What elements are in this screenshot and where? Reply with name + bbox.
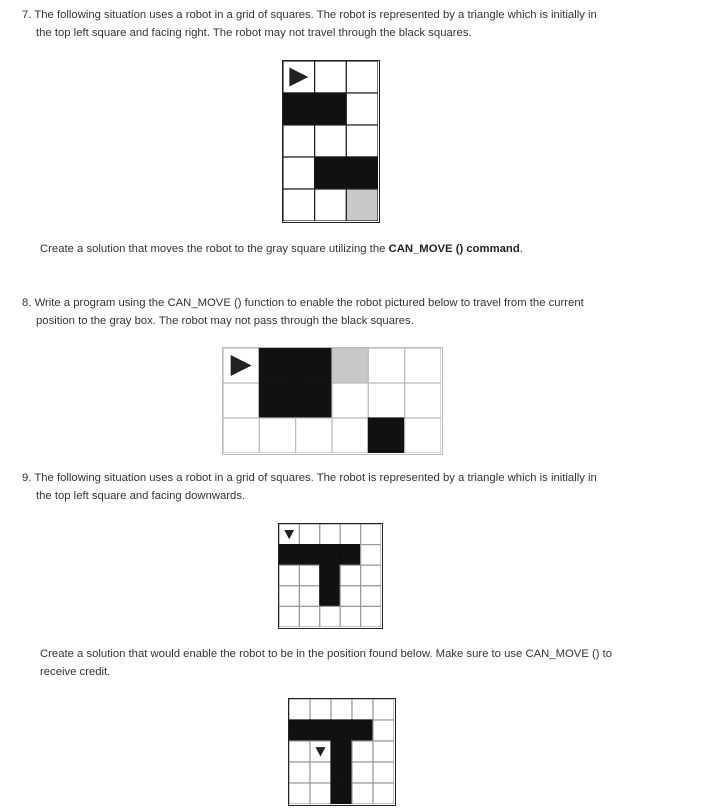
grid-cell-empty: [289, 741, 310, 762]
grid-cell-empty: [340, 524, 360, 545]
q7-grid: [282, 60, 380, 223]
question-8-line2: position to the gray box. The robot may not pass through the black squares.: [36, 315, 414, 327]
grid-cell-black: [299, 545, 319, 566]
grid-cell-empty: [405, 418, 441, 453]
grid-cell-black: [320, 545, 340, 566]
grid-cell-empty: [289, 762, 310, 783]
question-7-line1: 7. The following situation uses a robot in a grid of squares. The robot is represented by a triangle which is initially in: [22, 9, 597, 21]
grid-cell-black: [315, 157, 347, 189]
q9-target-grid: [288, 698, 396, 806]
grid-cell-empty: [315, 61, 347, 93]
grid-cell-empty: [259, 418, 295, 453]
grid-cell-empty: [283, 157, 315, 189]
question-7-number: 7.: [22, 9, 32, 21]
grid-cell-empty: [299, 606, 319, 627]
grid-cell-empty: [352, 741, 373, 762]
grid-cell-empty: [405, 383, 441, 418]
grid-cell-empty: [368, 383, 404, 418]
q7-grid-svg: [283, 61, 378, 221]
grid-cell-black: [310, 720, 331, 741]
grid-cell-black: [368, 418, 404, 453]
grid-cell-black: [296, 348, 332, 383]
grid-cell-empty: [373, 762, 394, 783]
grid-cell-black: [331, 720, 352, 741]
grid-cell-empty: [310, 699, 331, 720]
grid-cell-black: [340, 545, 360, 566]
question-8: [22, 294, 712, 330]
grid-cell-empty: [320, 606, 340, 627]
grid-cell-gray: [332, 348, 368, 383]
grid-cell-empty: [279, 586, 299, 607]
grid-cell-empty: [320, 524, 340, 545]
grid-cell-empty: [361, 545, 381, 566]
grid-cell-black: [289, 720, 310, 741]
grid-cell-black: [331, 783, 352, 804]
q9-start-grid: [278, 523, 383, 629]
grid-cell-empty: [289, 699, 310, 720]
grid-cell-empty: [223, 383, 259, 418]
grid-cell-gray: [346, 189, 378, 221]
question-7: [22, 6, 712, 42]
question-9-line2: the top left square and facing downwards.: [36, 490, 246, 502]
grid-cell-empty: [361, 606, 381, 627]
grid-cell-empty: [315, 189, 347, 221]
grid-cell-black: [320, 565, 340, 586]
grid-cell-empty: [352, 783, 373, 804]
q9-instruction: Create a solution that would enable the robot to be in the position found below. Make sure to use CAN_MOVE () to receive credit.: [40, 648, 613, 678]
grid-cell-empty: [279, 565, 299, 586]
grid-cell-empty: [223, 418, 259, 453]
grid-cell-empty: [331, 699, 352, 720]
grid-cell-empty: [283, 189, 315, 221]
question-9-line1: 9. The following situation uses a robot in a grid of squares. The robot is represented by a triangle which is initially in: [22, 472, 597, 484]
grid-cell-empty: [299, 565, 319, 586]
grid-cell-empty: [299, 586, 319, 607]
question-8-line1: 8. Write a program using the CAN_MOVE () function to enable the robot pictured below to travel from the current: [22, 297, 584, 309]
grid-cell-empty: [340, 606, 360, 627]
grid-cell-empty: [296, 418, 332, 453]
grid-cell-empty: [373, 783, 394, 804]
q8-grid-svg: [223, 348, 441, 453]
grid-cell-empty: [332, 383, 368, 418]
grid-cell-empty: [361, 586, 381, 607]
grid-cell-empty: [361, 565, 381, 586]
grid-cell-empty: [361, 524, 381, 545]
question-9: [22, 469, 712, 505]
q7-instruction: Create a solution that moves the robot to the gray square utilizing the CAN_MOVE () command.: [40, 243, 523, 255]
grid-cell-empty: [340, 586, 360, 607]
grid-cell-empty: [368, 348, 404, 383]
grid-cell-black: [346, 157, 378, 189]
grid-cell-black: [279, 545, 299, 566]
question-7-line2: the top left square and facing right. The robot may not travel through the black squares.: [36, 27, 472, 39]
grid-cell-empty: [373, 699, 394, 720]
grid-cell-empty: [315, 125, 347, 157]
grid-cell-black: [296, 383, 332, 418]
q9-target-grid-svg: [289, 699, 394, 804]
grid-cell-black: [331, 741, 352, 762]
q8-grid: [222, 347, 443, 455]
q9-start-grid-svg: [279, 524, 381, 627]
grid-cell-empty: [346, 125, 378, 157]
grid-cell-empty: [283, 125, 315, 157]
grid-cell-empty: [299, 524, 319, 545]
question-9-number: 9.: [22, 472, 32, 484]
grid-cell-black: [259, 383, 295, 418]
grid-cell-empty: [346, 93, 378, 125]
grid-cell-empty: [332, 418, 368, 453]
grid-cell-black: [331, 762, 352, 783]
question-8-number: 8.: [22, 297, 32, 309]
grid-cell-empty: [346, 61, 378, 93]
grid-cell-empty: [340, 565, 360, 586]
grid-cell-black: [320, 586, 340, 607]
grid-cell-black: [315, 93, 347, 125]
grid-cell-empty: [310, 762, 331, 783]
can-move-command: CAN_MOVE () command: [388, 243, 520, 255]
grid-cell-empty: [289, 783, 310, 804]
grid-cell-empty: [352, 762, 373, 783]
grid-cell-empty: [373, 741, 394, 762]
grid-cell-empty: [405, 348, 441, 383]
grid-cell-empty: [310, 783, 331, 804]
grid-cell-empty: [352, 699, 373, 720]
grid-cell-empty: [373, 720, 394, 741]
grid-cell-black: [352, 720, 373, 741]
grid-cell-black: [283, 93, 315, 125]
grid-cell-black: [259, 348, 295, 383]
grid-cell-empty: [279, 606, 299, 627]
